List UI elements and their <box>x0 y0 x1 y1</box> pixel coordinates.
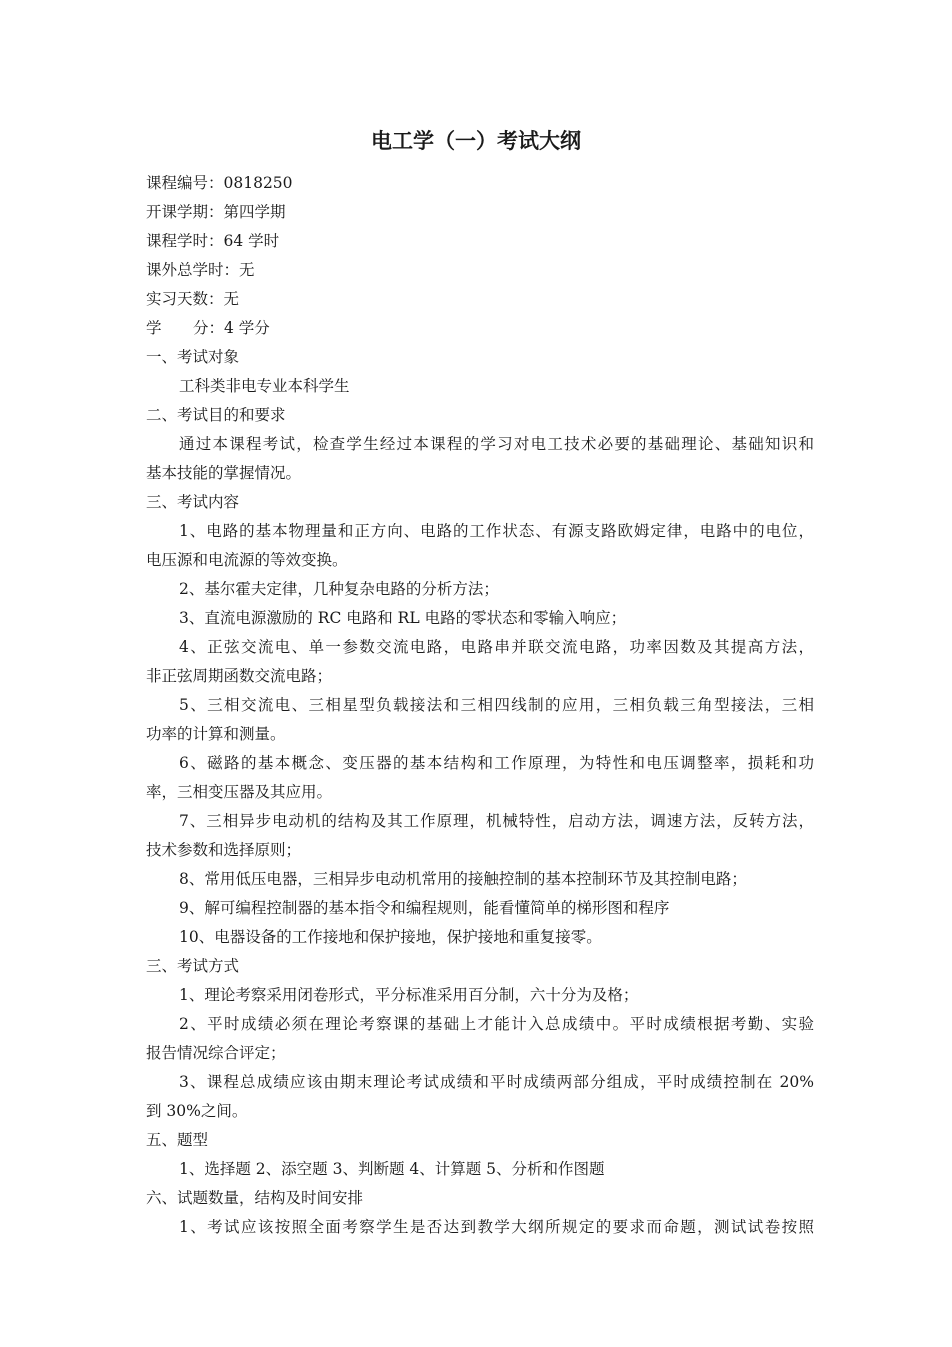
paragraph-line: 基本技能的掌握情况。 <box>146 464 302 482</box>
paragraph-line: 6、磁路的基本概念、变压器的基本结构和工作原理，为特性和电压调整率，损耗和功 <box>179 754 814 772</box>
paragraph-line: 一、考试对象 <box>146 348 240 366</box>
paragraph-line: 通过本课程考试，检查学生经过本课程的学习对电工技术必要的基础理论、基础知识和 <box>179 435 814 453</box>
info-internship-days: 实习天数：无 <box>146 290 240 308</box>
info-extra-hours: 课外总学时：无 <box>146 261 255 279</box>
paragraph-line: 报告情况综合评定； <box>146 1044 286 1062</box>
paragraph-line: 到 30%之间。 <box>146 1102 248 1120</box>
paragraph-line: 8、常用低压电器，三相异步电动机常用的接触控制的基本控制环节及其控制电路； <box>179 870 747 888</box>
paragraph-line: 功率的计算和测量。 <box>146 725 286 743</box>
paragraph-line: 工科类非电专业本科学生 <box>179 377 350 395</box>
paragraph-line: 1、电路的基本物理量和正方向、电路的工作状态、有源支路欧姆定律，电路中的电位， <box>179 522 814 540</box>
paragraph-line: 10、电器设备的工作接地和保护接地，保护接地和重复接零。 <box>179 928 602 946</box>
paragraph-line: 六、试题数量，结构及时间安排 <box>146 1189 364 1207</box>
paragraph-line: 4、正弦交流电、单一参数交流电路，电路串并联交流电路，功率因数及其提高方法， <box>179 638 814 656</box>
paragraph-line: 技术参数和选择原则； <box>146 841 302 859</box>
paragraph-line: 1、选择题 2、添空题 3、判断题 4、计算题 5、分析和作图题 <box>179 1160 605 1178</box>
paragraph-line: 2、基尔霍夫定律，几种复杂电路的分析方法； <box>179 580 499 598</box>
paragraph-line: 2、平时成绩必须在理论考察课的基础上才能计入总成绩中。平时成绩根据考勤、实验 <box>179 1015 814 1033</box>
paragraph-line: 3、课程总成绩应该由期末理论考试成绩和平时成绩两部分组成，平时成绩控制在 20% <box>179 1073 814 1091</box>
info-credits <box>146 314 814 343</box>
info-course-code: 课程编号：0818250 <box>146 174 293 192</box>
paragraph-line: 1、理论考察采用闭卷形式，平分标准采用百分制，六十分为及格； <box>179 986 639 1004</box>
paragraph-line: 率，三相变压器及其应用。 <box>146 783 333 801</box>
credits-key: 学 <box>146 319 162 337</box>
paragraph-line: 5、三相交流电、三相星型负载接法和三相四线制的应用，三相负载三角型接法，三相 <box>179 696 814 714</box>
info-hours: 课程学时：64 学时 <box>146 232 280 250</box>
info-semester: 开课学期：第四学期 <box>146 203 286 221</box>
paragraph-line: 9、解可编程控制器的基本指令和编程规则，能看懂简单的梯形图和程序 <box>179 899 670 917</box>
credits-value: 分：4 学分 <box>193 319 270 337</box>
paragraph-line: 五、题型 <box>146 1131 209 1149</box>
paragraph-line: 非正弦周期函数交流电路； <box>146 667 333 685</box>
paragraph-line: 7、三相异步电动机的结构及其工作原理，机械特性，启动方法，调速方法，反转方法， <box>179 812 814 830</box>
document-title: 电工学（一）考试大纲 <box>371 128 581 153</box>
paragraph-line: 电压源和电流源的等效变换。 <box>146 551 348 569</box>
content-lines <box>146 343 814 1242</box>
paragraph-line: 3、直流电源激励的 RC 电路和 RL 电路的零状态和零输入响应； <box>179 609 627 627</box>
paragraph-line: 二、考试目的和要求 <box>146 406 286 424</box>
paragraph-line: 1、考试应该按照全面考察学生是否达到教学大纲所规定的要求而命题，测试试卷按照 <box>179 1218 814 1236</box>
document-body <box>146 169 814 1242</box>
paragraph-line: 三、考试方式 <box>146 957 240 975</box>
paragraph-line: 三、考试内容 <box>146 493 240 511</box>
